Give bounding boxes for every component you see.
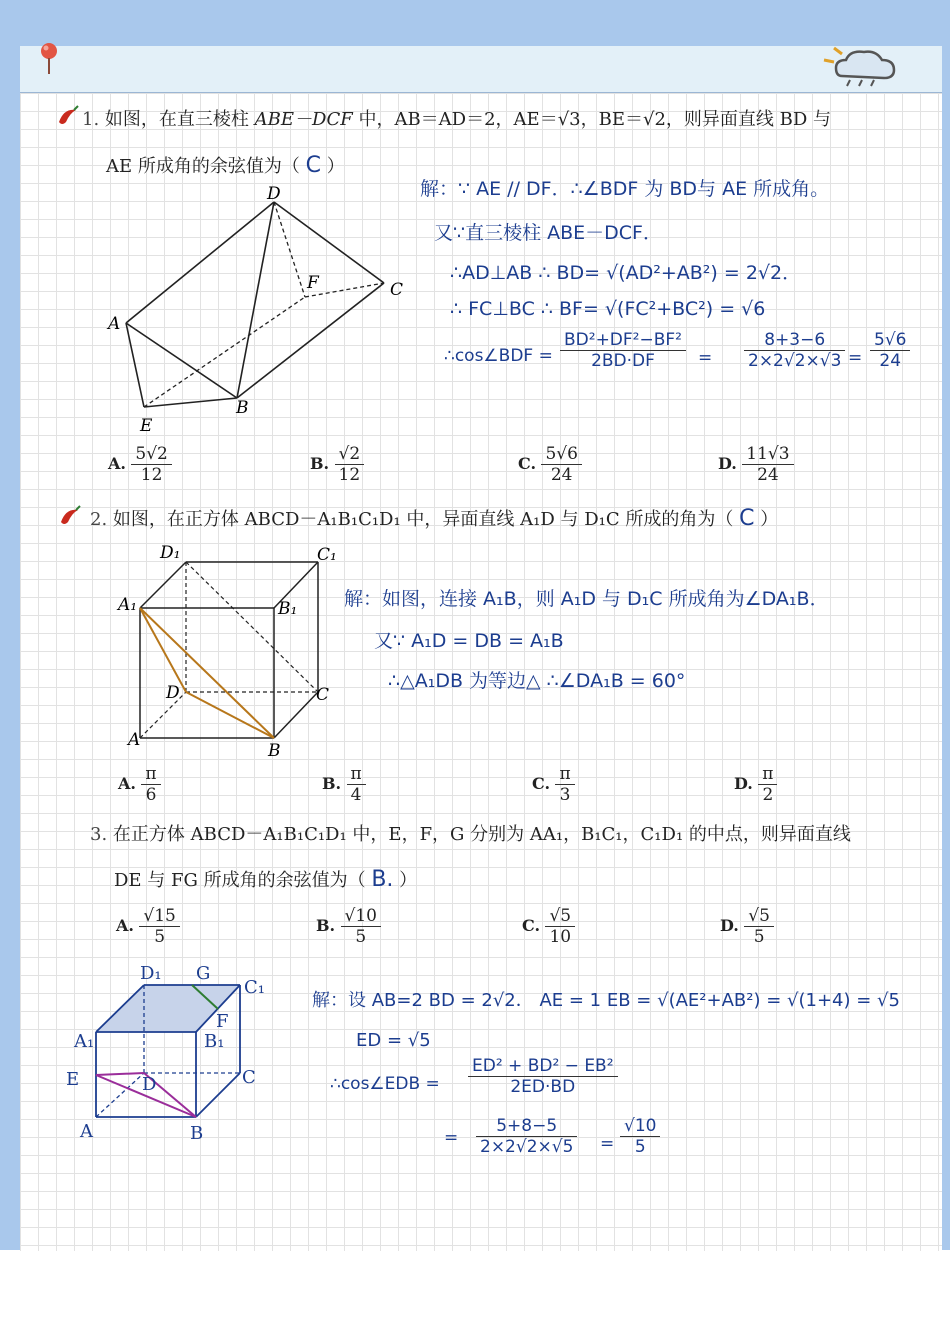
q3-sol-line1: 解：设 AB=2 BD = 2√2． AE = 1 EB = √(AE²+AB²) = √(1+4) = √5: [312, 990, 900, 1011]
q1-sol-frac3-num: 5√6: [870, 330, 910, 351]
q2-answer: C: [739, 506, 755, 531]
q3-line2: DE 与 FG 所成角的余弦值为（: [114, 870, 366, 891]
q3-text: 在正方体 ABCD－A₁B₁C₁D₁ 中，E，F，G 分别为 AA₁，B₁C₁，C₁D₁ 的中点，则异面直线: [112, 824, 851, 845]
q3-stem: [90, 820, 851, 846]
q3-label-B: B: [190, 1123, 204, 1144]
q1-sol-frac2: [744, 330, 845, 371]
q3-label-C: C: [242, 1067, 256, 1088]
q2-label-C1: C₁: [317, 545, 337, 565]
q2-option-c-den: 3: [559, 785, 571, 805]
chili-icon: [58, 504, 82, 526]
q1-sol-eq2: =: [848, 348, 863, 368]
q1-option-d-label: D.: [718, 454, 737, 473]
q1-sol-frac2-num: 8+3−6: [744, 330, 845, 351]
q1-sol-eq1: =: [698, 348, 713, 368]
q3-option-b-num: √10: [341, 906, 381, 927]
q3-option-d[interactable]: [720, 906, 774, 947]
q2-label-A1: A₁: [118, 595, 138, 615]
q2-figure: [110, 538, 350, 763]
q2-sol-line1: 解：如图，连接 A₁B，则 A₁D 与 D₁C 所成角为∠DA₁B．: [344, 588, 829, 610]
q1-option-c-den: 24: [550, 465, 573, 485]
q3-option-d-den: 5: [753, 927, 765, 947]
pin-icon: [34, 40, 64, 76]
q1-label-E: E: [140, 416, 153, 436]
q2-option-c-label: C.: [532, 774, 551, 793]
q1-label-D: D: [267, 185, 281, 204]
q1-option-c[interactable]: [518, 444, 582, 485]
q1-label-B: B: [236, 398, 249, 418]
q1-sol-line1: 解：∵ AE // DF．∴∠BDF 为 BD与 AE 所成角。: [420, 178, 830, 200]
q3-number: 3.: [90, 824, 108, 845]
q1-option-a[interactable]: [108, 444, 172, 485]
q3-sol-frac2-den: 2×2√2×√5: [480, 1137, 574, 1157]
q1-line2: AE 所成角的余弦值为（: [106, 156, 300, 177]
q3-sol-eq1: =: [444, 1128, 459, 1148]
q2-option-a[interactable]: [118, 764, 161, 805]
header-band: [20, 46, 942, 92]
q1-sol-frac1: [560, 330, 686, 371]
q1-option-a-label: A.: [108, 454, 126, 473]
q3-label-D: D: [142, 1074, 157, 1095]
q3-sol-frac1-num: ED² + BD² − EB²: [468, 1056, 618, 1077]
q3-sol-cos: ∴cos∠EDB =: [330, 1074, 440, 1094]
q1-sol-line4: ∴ FC⊥BC ∴ BF= √(FC²+BC²) = √6: [450, 298, 766, 320]
q1-option-b-num: √2: [335, 444, 365, 465]
q1-sol-line3: ∴AD⊥AB ∴ BD= √(AD²+AB²) = 2√2．: [450, 262, 802, 284]
q1-stem-line2: [106, 152, 345, 178]
q3-option-b[interactable]: [316, 906, 381, 947]
q2-label-C: C: [316, 685, 330, 705]
q2-option-c-num: π: [555, 764, 574, 785]
q1-option-d-den: 24: [757, 465, 779, 485]
q2-option-c[interactable]: [532, 764, 575, 805]
q2-number: 2.: [90, 509, 108, 530]
q2-option-d-den: 2: [762, 785, 774, 805]
q2-option-b-den: 4: [350, 785, 362, 805]
q1-stem: [82, 105, 831, 131]
q1-sol-frac3-den: 24: [879, 351, 902, 371]
q1-figure: [100, 185, 420, 440]
q3-option-a-num: √15: [139, 906, 179, 927]
q3-sol-frac3-den: 5: [634, 1137, 646, 1157]
q3-sol-frac3: [620, 1116, 660, 1157]
q1-label-F: F: [307, 273, 319, 293]
q1-label-C: C: [390, 280, 404, 300]
q3-option-a-den: 5: [154, 927, 166, 947]
q1-answer: C: [305, 153, 321, 178]
q3-option-b-den: 5: [355, 927, 367, 947]
q3-option-c[interactable]: [522, 906, 575, 947]
q1-label-A: A: [108, 314, 121, 334]
q1-sol-line2: 又∵直三棱柱 ABE－DCF．: [434, 222, 662, 244]
q2-sol-line3: ∴△A₁DB 为等边△ ∴∠DA₁B = 60°: [388, 670, 686, 692]
q1-option-b[interactable]: [310, 444, 364, 485]
q3-sol-line2: ED = √5: [356, 1030, 431, 1051]
chili-icon: [56, 104, 80, 126]
q3-sol-frac2: [476, 1116, 577, 1157]
q3-option-a[interactable]: [116, 906, 180, 947]
q3-label-C1: C₁: [244, 977, 265, 998]
q1-option-d[interactable]: [718, 444, 794, 485]
q2-sol-line2: 又∵ A₁D = DB = A₁B: [374, 630, 564, 652]
q2-label-D: D: [166, 683, 180, 703]
q1-text-a: 如图，在直三棱柱: [104, 109, 255, 130]
q1-close: ）: [326, 156, 345, 177]
q1-sol-frac1-num: BD²+DF²−BF²: [560, 330, 686, 351]
q2-label-D1: D₁: [160, 543, 181, 563]
q1-option-c-num: 5√6: [541, 444, 581, 465]
q2-label-B1: B₁: [278, 599, 298, 619]
q1-option-c-label: C.: [518, 454, 537, 473]
q3-figure: [60, 955, 280, 1150]
q2-label-A: A: [128, 730, 141, 750]
q3-option-c-label: C.: [522, 916, 541, 935]
q3-label-A: A: [80, 1121, 93, 1142]
q1-sol-frac2-den: 2×2√2×√3: [748, 351, 842, 371]
q3-sol-frac3-num: √10: [620, 1116, 660, 1137]
q3-label-D1: D₁: [140, 963, 162, 984]
q1-prism: ABE－DCF: [254, 109, 353, 130]
q1-sol-cos: ∴cos∠BDF =: [444, 346, 553, 366]
q3-sol-frac1-den: 2ED·BD: [510, 1077, 576, 1097]
q2-option-b-label: B.: [322, 774, 342, 793]
q2-option-b[interactable]: [322, 764, 366, 805]
q3-close: ）: [399, 870, 418, 891]
q2-option-a-den: 6: [145, 785, 157, 805]
q3-option-c-den: 10: [549, 927, 572, 947]
q3-sol-frac2-num: 5+8−5: [476, 1116, 577, 1137]
q3-option-d-num: √5: [744, 906, 774, 927]
q2-option-d[interactable]: [734, 764, 777, 805]
q3-stem-line2: [114, 866, 417, 892]
q1-sol-frac1-den: 2BD·DF: [591, 351, 655, 371]
q2-option-a-label: A.: [118, 774, 136, 793]
q3-sol-eq2: =: [600, 1134, 615, 1154]
q1-sol-frac3: [870, 330, 910, 371]
q3-label-F: F: [216, 1011, 229, 1032]
rain-cloud-icon: [820, 42, 900, 88]
q3-sol-frac1: [468, 1056, 618, 1097]
q1-option-a-num: 5√2: [131, 444, 171, 465]
q2-text: 如图，在正方体 ABCD－A₁B₁C₁D₁ 中，异面直线 A₁D 与 D₁C 所成的角为（: [112, 509, 734, 530]
q1-option-d-num: 11√3: [742, 444, 793, 465]
q2-option-a-num: π: [141, 764, 160, 785]
q3-option-d-label: D.: [720, 916, 739, 935]
q1-option-b-den: 12: [338, 465, 361, 485]
q3-label-E: E: [66, 1069, 80, 1090]
q3-option-c-num: √5: [545, 906, 575, 927]
q2-option-d-label: D.: [734, 774, 753, 793]
q1-option-a-den: 12: [140, 465, 163, 485]
q2-option-d-num: π: [758, 764, 777, 785]
q3-label-B1: B₁: [204, 1031, 225, 1052]
q3-answer: B.: [371, 867, 394, 892]
q1-number: 1.: [82, 109, 100, 130]
q3-label-A1: A₁: [74, 1031, 95, 1052]
q3-label-G: G: [196, 963, 211, 984]
q2-stem: [90, 505, 778, 531]
q3-option-a-label: A.: [116, 916, 134, 935]
q1-option-b-label: B.: [310, 454, 330, 473]
q2-close: ）: [760, 509, 779, 530]
q3-option-b-label: B.: [316, 916, 336, 935]
q2-option-b-num: π: [347, 764, 366, 785]
q1-text-b: 中，AB＝AD＝2，AE＝√3，BE＝√2，则异面直线 BD 与: [352, 109, 832, 130]
q2-label-B: B: [268, 741, 281, 761]
